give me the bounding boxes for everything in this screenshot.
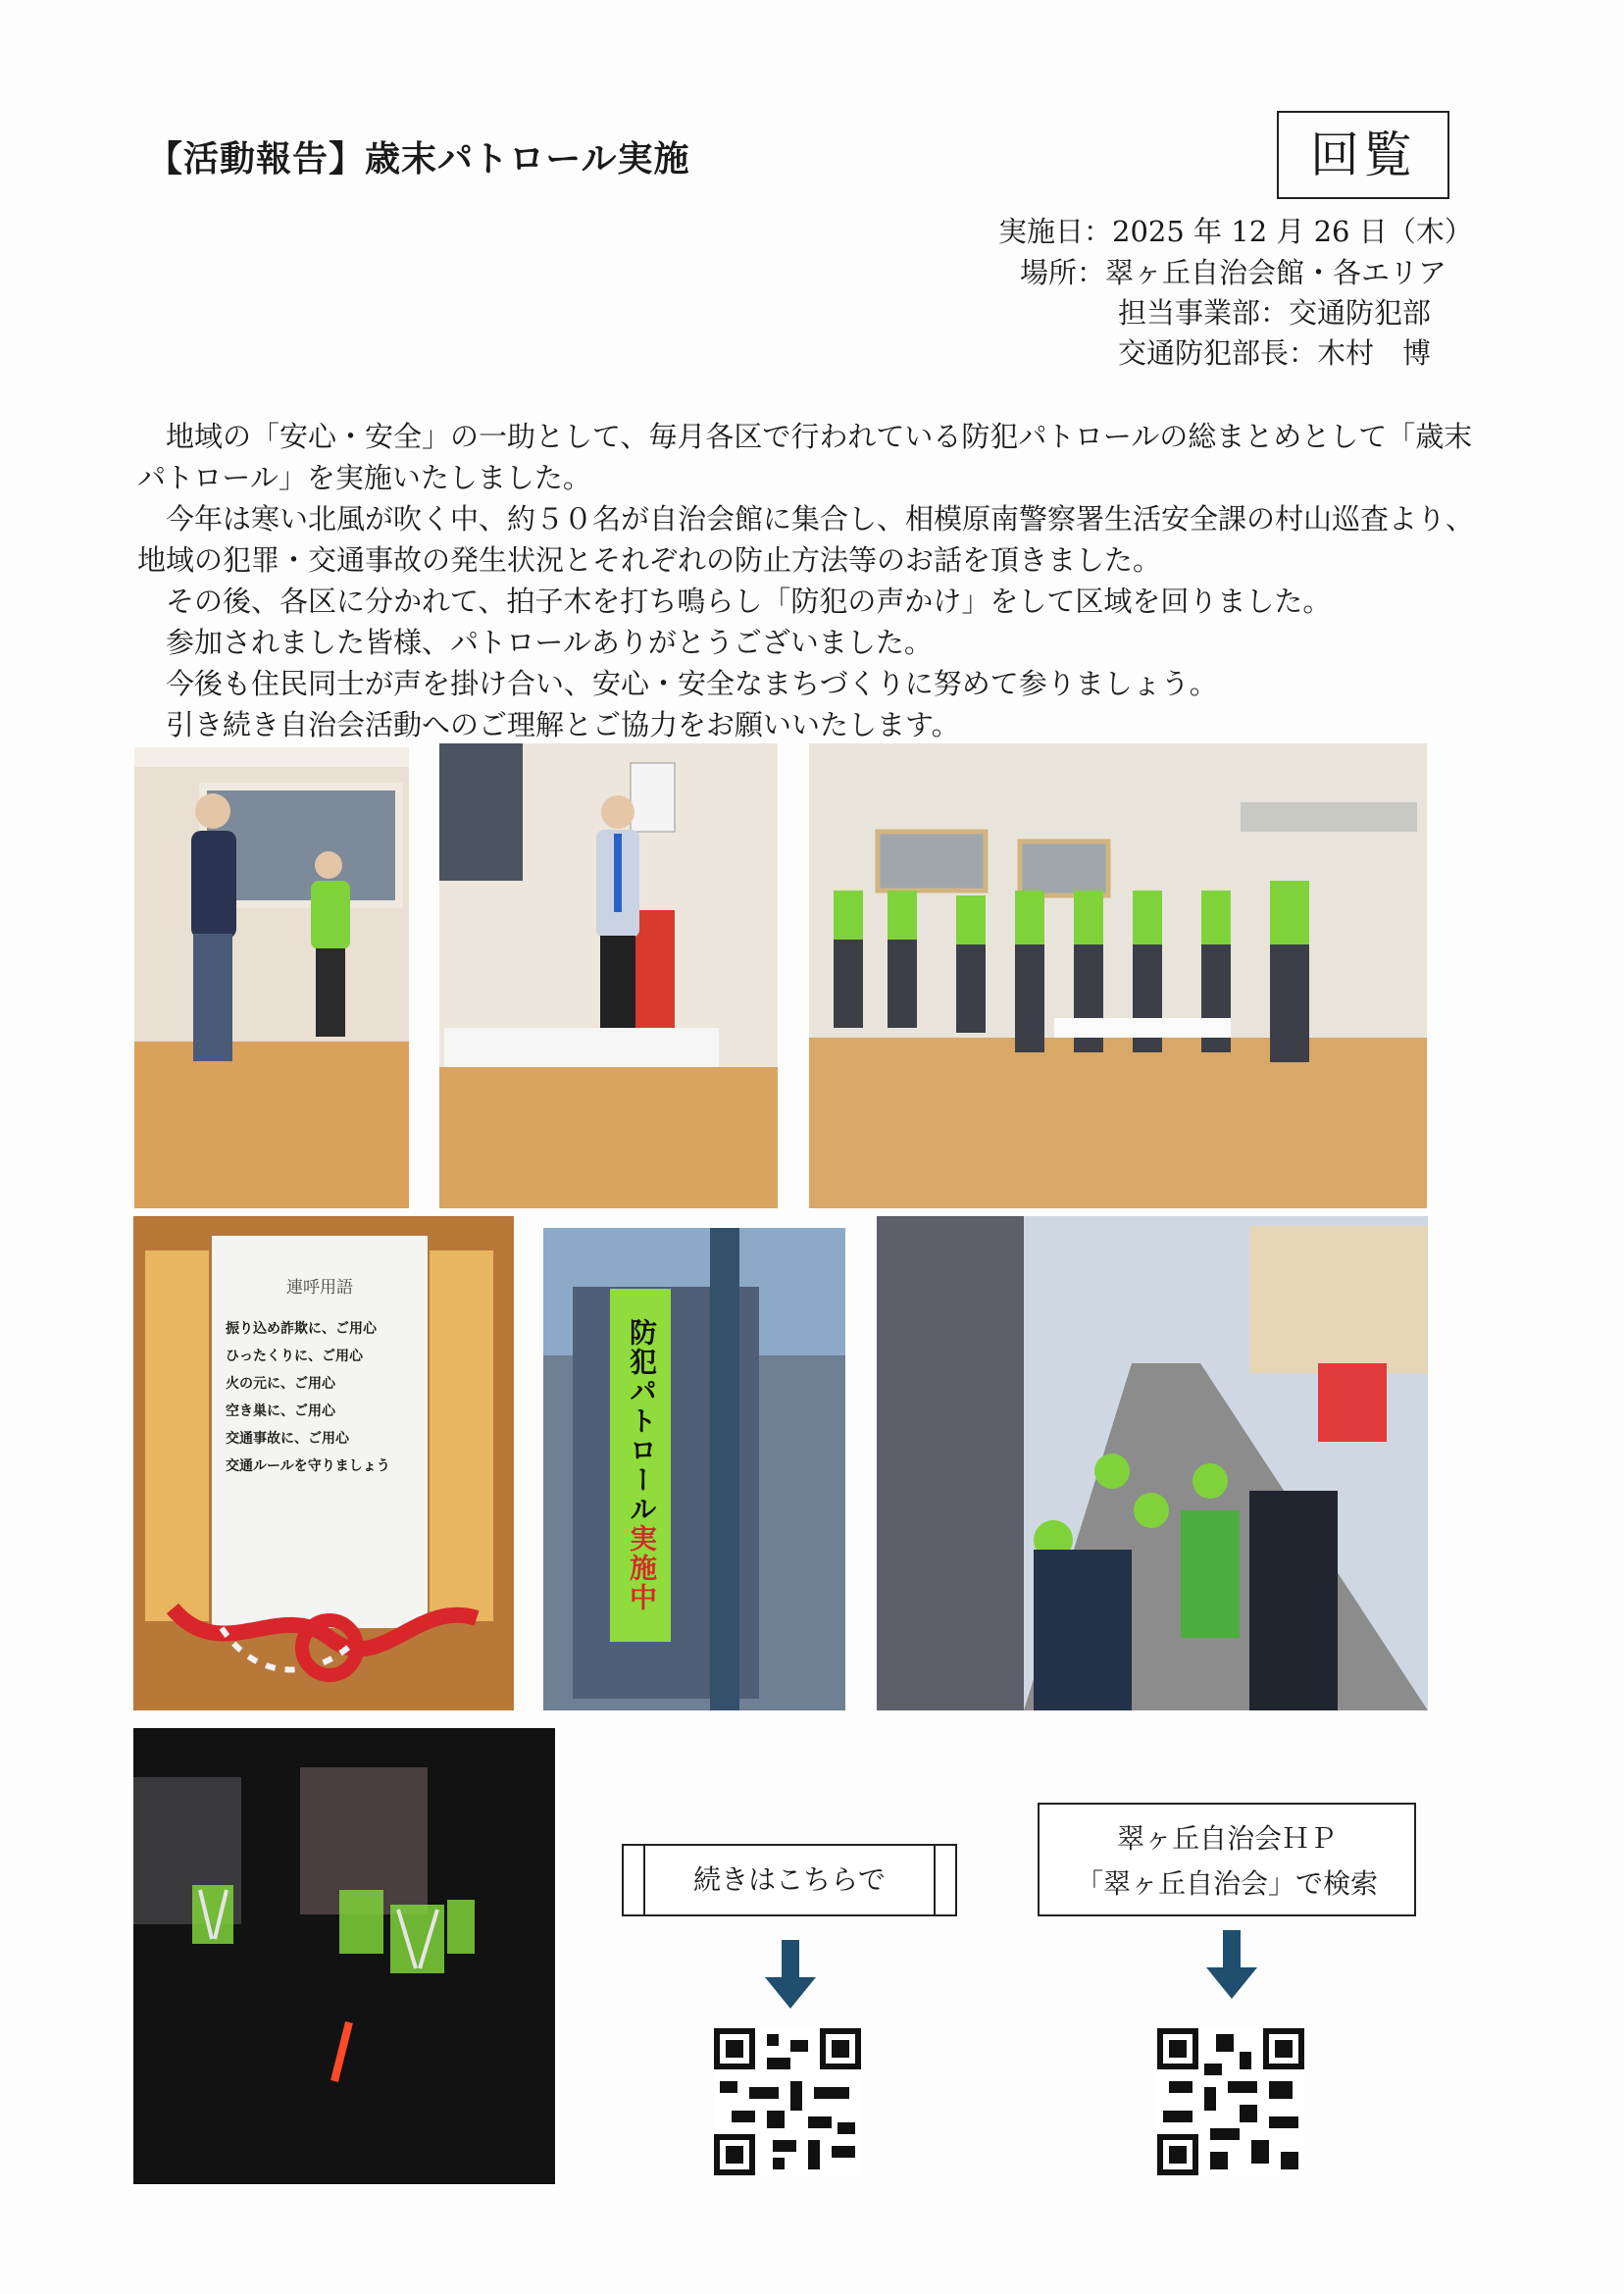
placard-heading: 連呼用語	[286, 1278, 353, 1298]
photo-group	[809, 743, 1427, 1208]
department: 担当事業部：交通防犯部	[1118, 296, 1432, 330]
wooden-roller	[145, 1250, 209, 1621]
photo-night-patrol	[133, 1728, 555, 2184]
event-place: 場所：翠ヶ丘自治会館・各エリア	[1020, 256, 1447, 289]
paragraph: 今後も住民同士が声を掛け合い、安心・安全なまちづくりに努めて参りましょう。	[166, 667, 1218, 700]
banner-text-red: 実施中	[626, 1524, 658, 1612]
qr-code-icon[interactable]	[714, 2028, 861, 2175]
placard-line: 振り込め詐欺に、ご用心	[226, 1321, 377, 1337]
wooden-roller	[430, 1250, 493, 1621]
circulation-stamp: 回覧	[1277, 111, 1449, 199]
paragraph: 地域の「安心・安全」の一助として、毎月各区で行われている防犯パトロールの総まとめとして「歳末パトロール」を実施いたしました。	[137, 420, 1473, 494]
box-divider	[643, 1846, 645, 1914]
placard-sheet	[212, 1236, 428, 1628]
manager: 交通防犯部長：木村 博	[1118, 336, 1432, 370]
homepage-box[interactable]	[1038, 1803, 1416, 1916]
event-date: 実施日：2025 年 12 月 26 日（木）	[998, 215, 1473, 248]
pole	[710, 1228, 739, 1710]
patrol-banner	[610, 1289, 671, 1642]
down-arrow-icon	[1206, 1930, 1257, 2001]
paragraph: 今年は寒い北風が吹く中、約５０名が自治会館に集合し、相模原南警察署生活安全課の村山巡査より、地域の犯罪・交通事故の発生状況とそれぞれの防止方法等のお話を頂きました。	[137, 502, 1475, 577]
photo-speaker	[134, 747, 409, 1208]
continue-label: 続きはこちらで	[693, 1863, 886, 1896]
photo-banner	[543, 1228, 845, 1710]
photo-street	[877, 1216, 1428, 1710]
photo-placard	[133, 1216, 514, 1710]
placard-line: 火の元に、ご用心	[226, 1376, 335, 1392]
placard-line: 交通ルールを守りましょう	[226, 1458, 390, 1474]
qr-code-icon[interactable]	[1157, 2028, 1304, 2175]
paragraph: 参加されました皆様、パトロールありがとうございました。	[166, 626, 933, 659]
placard-line: ひったくりに、ご用心	[226, 1349, 363, 1364]
continue-box[interactable]	[622, 1844, 957, 1916]
paragraph: その後、各区に分かれて、拍子木を打ち鳴らし「防犯の声かけ」をして区域を回りました。	[166, 585, 1332, 618]
paragraph: 引き続き自治会活動へのご理解とご協力をお願いいたします。	[166, 708, 960, 741]
page-title: 【活動報告】歳末パトロール実施	[147, 138, 690, 179]
banner-text: 防犯パトロール	[626, 1318, 658, 1524]
red-cord	[163, 1579, 486, 1687]
placard-line: 空き巣に、ご用心	[226, 1403, 335, 1419]
placard-line: 交通事故に、ご用心	[226, 1431, 349, 1447]
photo-officer	[439, 743, 778, 1208]
homepage-title: 翠ヶ丘自治会ＨＰ	[1116, 1822, 1337, 1855]
homepage-search-hint: 「翠ヶ丘自治会」で検索	[1075, 1867, 1378, 1900]
down-arrow-icon	[765, 1940, 816, 2011]
report-body	[137, 416, 1491, 745]
box-divider	[934, 1846, 936, 1914]
